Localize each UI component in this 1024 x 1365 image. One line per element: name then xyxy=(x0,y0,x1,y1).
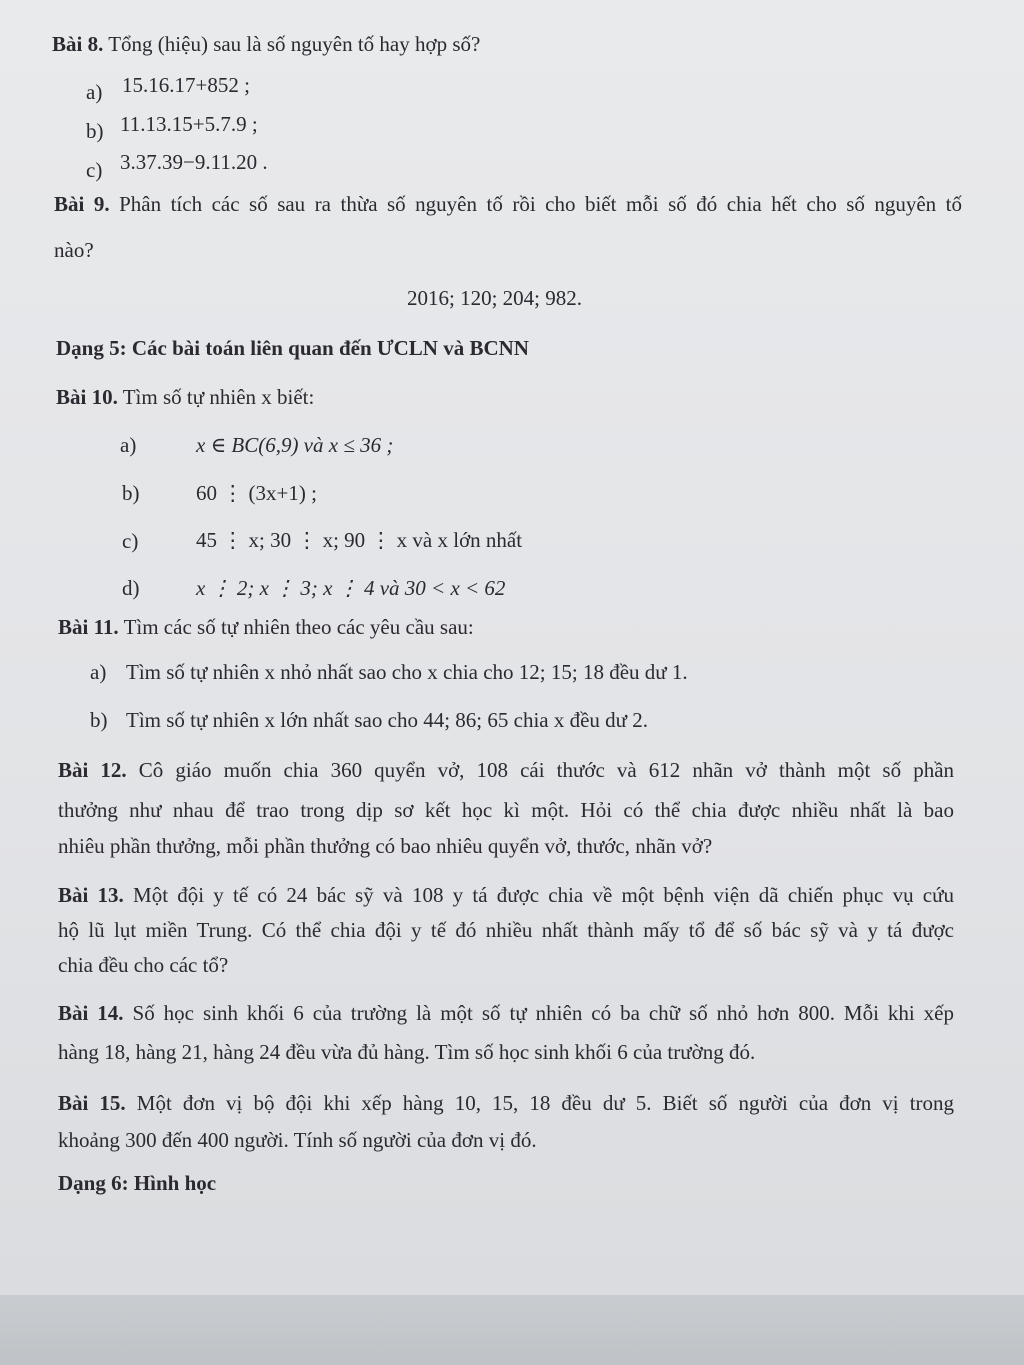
bai15-label: Bài 15. xyxy=(58,1091,126,1115)
bai10-item-b-expr: 60 ⋮ (3x+1) ; xyxy=(196,481,317,505)
bai10-item-b-mark: b) xyxy=(122,481,140,505)
bai10-question xyxy=(56,387,314,408)
bai9-question-line1 xyxy=(54,194,962,215)
bai10-item-a-mark: a) xyxy=(120,433,137,457)
bai9-label: Bài 9. xyxy=(54,192,110,216)
bai13-line1 xyxy=(58,885,954,906)
page-bottom-edge xyxy=(0,1295,1024,1365)
bai8-item-c-expr: 3.37.39−9.11.20 . xyxy=(120,150,268,174)
bai13-line3: chia đều cho các tổ? xyxy=(58,953,229,977)
bai10-text: Tìm số tự nhiên x biết: xyxy=(122,385,315,409)
bai9-numbers: 2016; 120; 204; 982. xyxy=(407,286,583,310)
bai15-line2: khoảng 300 đến 400 người. Tính số người của đơn vị đó. xyxy=(58,1128,537,1152)
bai8-item-a-expr: 15.16.17+852 ; xyxy=(122,73,250,97)
bai14-line2: hàng 18, hàng 21, hàng 24 đều vừa đủ hàng. Tìm số học sinh khối 6 của trường đó. xyxy=(58,1040,756,1064)
bai10-item-d-mark: d) xyxy=(122,576,140,600)
bai8-item-b-mark: b) xyxy=(86,119,104,143)
bai13-label: Bài 13. xyxy=(58,883,124,907)
bai12-line3: nhiêu phần thưởng, mỗi phần thưởng có bao nhiêu quyển vở, thước, nhãn vở? xyxy=(58,834,713,858)
bai11-item-b-mark: b) xyxy=(90,708,108,732)
bai10-item-c-expr: 45 ⋮ x; 30 ⋮ x; 90 ⋮ x và x lớn nhất xyxy=(196,528,523,552)
bai9-text-line2: nào? xyxy=(54,238,94,262)
bai10-label: Bài 10. xyxy=(56,385,118,409)
bai12-line2: thưởng như nhau để trao trong dịp sơ kết học kì một. Hỏi có thể chia được nhiều nhất là bao xyxy=(58,798,954,822)
bai8-item-a-mark: a) xyxy=(86,80,103,104)
bai12-label: Bài 12. xyxy=(58,758,127,782)
bai11-item-b-text: Tìm số tự nhiên x lớn nhất sao cho 44; 86; 65 chia x đều dư 2. xyxy=(126,708,649,732)
bai8-text: Tổng (hiệu) sau là số nguyên tố hay hợp số? xyxy=(108,32,481,56)
bai11-question xyxy=(58,617,474,638)
dang5-heading: Dạng 5: Các bài toán liên quan đến ƯCLN và BCNN xyxy=(56,336,529,360)
bai11-item-a-mark: a) xyxy=(90,660,107,684)
bai12-text-line1: Cô giáo muốn chia 360 quyển vở, 108 cái thước và 612 nhãn vở thành một số phần xyxy=(138,758,955,782)
dang6-heading: Dạng 6: Hình học xyxy=(58,1171,217,1195)
bai11-item-a-text: Tìm số tự nhiên x nhỏ nhất sao cho x chia cho 12; 15; 18 đều dư 1. xyxy=(126,660,688,684)
bai8-item-b-expr: 11.13.15+5.7.9 ; xyxy=(120,112,258,136)
bai13-line2: hộ lũ lụt miền Trung. Có thể chia đội y tế đó nhiều nhất thành mấy tổ để số bác sỹ và y tá được xyxy=(58,918,954,942)
bai12-line1 xyxy=(58,760,954,781)
bai10-item-a-expr: x ∈ BC(6,9) và x ≤ 36 ; xyxy=(196,433,394,457)
bai14-text-line1: Số học sinh khối 6 của trường là một số tự nhiên có ba chữ số nhỏ hơn 800. Mỗi khi xếp xyxy=(132,1001,955,1025)
bai8-label: Bài 8. xyxy=(52,32,104,56)
bai10-item-d-expr: x ⋮ 2; x ⋮ 3; x ⋮ 4 và 30 < x < 62 xyxy=(196,576,506,600)
bai11-text: Tìm các số tự nhiên theo các yêu cầu sau: xyxy=(123,615,474,639)
bai15-line1 xyxy=(58,1093,954,1114)
bai8-item-c-mark: c) xyxy=(86,158,103,182)
bai10-item-c-mark: c) xyxy=(122,529,139,553)
bai14-line1 xyxy=(58,1003,954,1024)
bai11-label: Bài 11. xyxy=(58,615,119,639)
bai13-text-line1: Một đội y tế có 24 bác sỹ và 108 y tá được chia về một bệnh viện dã chiến phục vụ cứu xyxy=(133,883,954,907)
bai14-label: Bài 14. xyxy=(58,1001,124,1025)
bai8-question xyxy=(52,34,480,55)
bai15-text-line1: Một đơn vị bộ đội khi xếp hàng 10, 15, 18 đều dư 5. Biết số người của đơn vị trong xyxy=(136,1091,955,1115)
bai9-text-line1: Phân tích các số sau ra thừa số nguyên tố rồi cho biết mỗi số đó chia hết cho số nguyên tố xyxy=(119,192,963,216)
